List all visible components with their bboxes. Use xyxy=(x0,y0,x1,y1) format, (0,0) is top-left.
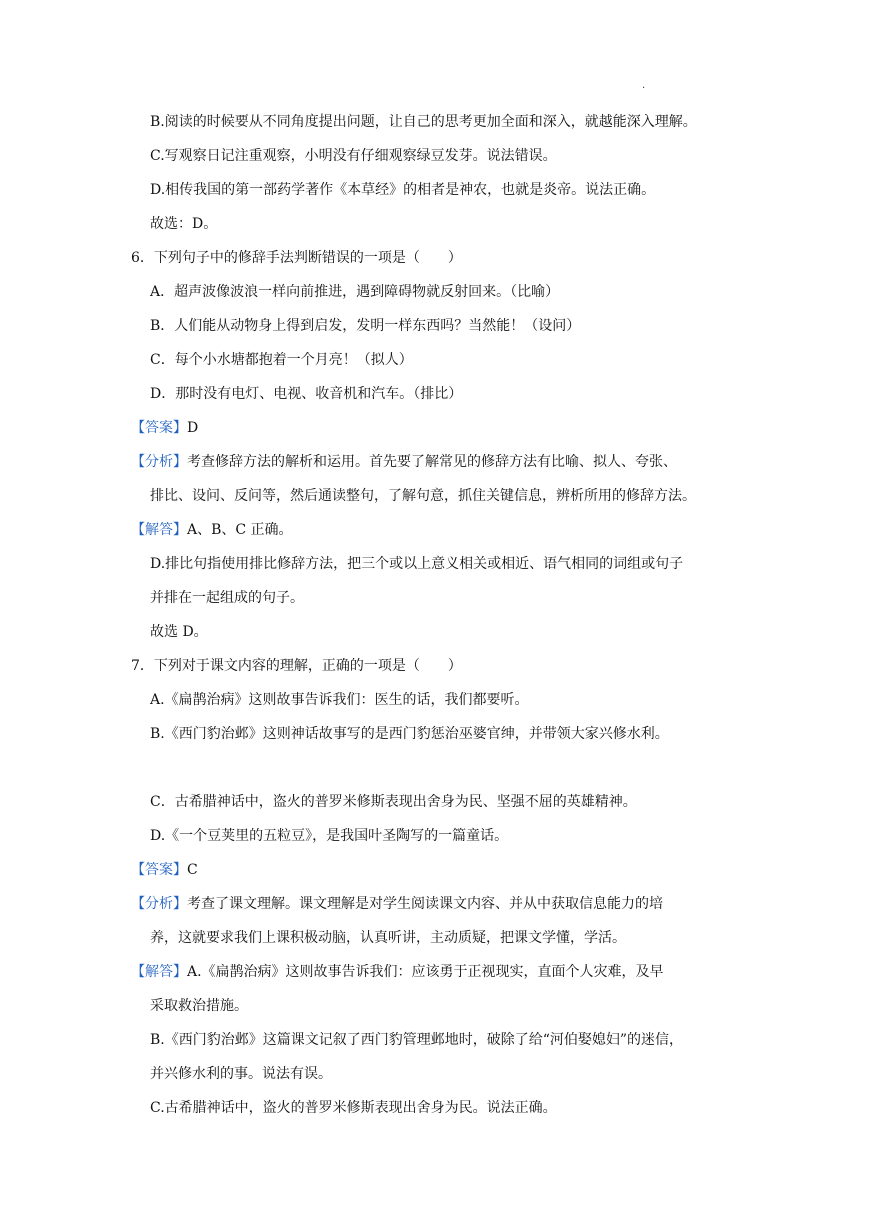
question-6-solution-line: D.排比句指使用排比修辞方法，把三个或以上意义相关或相近、语气相同的词组或句子 xyxy=(150,556,684,572)
question-7-option-c: C．古希腊神话中，盗火的普罗米修斯表现出舍身为民、坚强不屈的英雄精神。 xyxy=(150,794,637,810)
question-6-solution xyxy=(131,520,293,540)
question-6-answer xyxy=(131,418,198,438)
answer-tag: 【答案】 xyxy=(131,420,187,436)
question-6-analysis-cont: 排比、设问、反问等，然后通读整句，了解句意，抓住关键信息，辨析所用的修辞方法。 xyxy=(150,488,696,504)
question-6-option-c: C．每个小水塘都抱着一个月亮！（拟人） xyxy=(150,352,413,368)
question-7-analysis xyxy=(131,894,663,914)
answer-tag: 【答案】 xyxy=(131,862,187,878)
question-7-option-d: D.《一个豆荚里的五粒豆》，是我国叶圣陶写的一篇童话。 xyxy=(150,828,509,844)
question-6-option-a: A．超声波像波浪一样向前推进，遇到障碍物就反射回来。（比喻） xyxy=(150,284,560,300)
question-7-option-a: A.《扁鹊治病》这则故事告诉我们：医生的话，我们都要听。 xyxy=(150,692,529,708)
question-7-solution-line: B.《西门豹治邺》这篇课文记叙了西门豹管理邺地时，破除了给“河伯娶媳妇”的迷信， xyxy=(150,1032,684,1048)
solution-tag: 【解答】 xyxy=(131,522,187,538)
question-7-analysis-cont: 养，这就要求我们上课积极动脑，认真听讲，主动质疑，把课文学懂，学活。 xyxy=(150,930,626,946)
question-6-stem: 6．下列句子中的修辞手法判断错误的一项是（ ） xyxy=(131,250,462,266)
text-line: B.阅读的时候要从不同角度提出问题，让自己的思考更加全面和深入，就越能深入理解。 xyxy=(150,114,697,130)
analysis-text: 考查了课文理解。课文理解是对学生阅读课文内容、并从中获取信息能力的培 xyxy=(187,896,663,912)
question-6-analysis xyxy=(131,452,677,472)
analysis-tag: 【分析】 xyxy=(131,896,187,912)
question-6-solution-line: 并排在一起组成的句子。 xyxy=(150,590,304,606)
analysis-tag: 【分析】 xyxy=(131,454,187,470)
text-line: 故选：D。 xyxy=(150,216,218,232)
answer-value: C xyxy=(187,862,198,878)
solution-text: A.《扁鹊治病》这则故事告诉我们：应该勇于正视现实，直面个人灾难，及早 xyxy=(187,964,664,980)
solution-tag: 【解答】 xyxy=(131,964,187,980)
text-line: D.相传我国的第一部药学著作《本草经》的相者是神农，也就是炎帝。说法正确。 xyxy=(150,182,656,198)
question-7-stem: 7．下列对于课文内容的理解，正确的一项是（ ） xyxy=(131,658,462,674)
question-7-solution-line: 并兴修水利的事。说法有误。 xyxy=(150,1066,332,1082)
question-6-option-b: B．人们能从动物身上得到启发，发明一样东西吗？当然能！（设问） xyxy=(150,318,581,334)
analysis-text: 考查修辞方法的解析和运用。首先要了解常见的修辞方法有比喻、拟人、夸张、 xyxy=(187,454,677,470)
question-6-option-d: D．那时没有电灯、电视、收音机和汽车。（排比） xyxy=(150,386,463,402)
question-6-choose: 故选 D。 xyxy=(150,624,208,640)
question-7-answer xyxy=(131,860,198,880)
question-7-solution xyxy=(131,962,664,982)
question-7-solution-line: C.古希腊神话中，盗火的普罗米修斯表现出舍身为民。说法正确。 xyxy=(150,1100,557,1116)
header-mark: . xyxy=(642,80,646,91)
question-7-solution-line: 采取救治措施。 xyxy=(150,998,248,1014)
solution-text: A、B、C 正确。 xyxy=(187,522,293,538)
answer-value: D xyxy=(187,420,199,436)
question-7-option-b: B.《西门豹治邺》这则神话故事写的是西门豹惩治巫婆官绅，并带领大家兴修水利。 xyxy=(150,726,669,742)
text-line: C.写观察日记注重观察，小明没有仔细观察绿豆发芽。说法错误。 xyxy=(150,148,557,164)
